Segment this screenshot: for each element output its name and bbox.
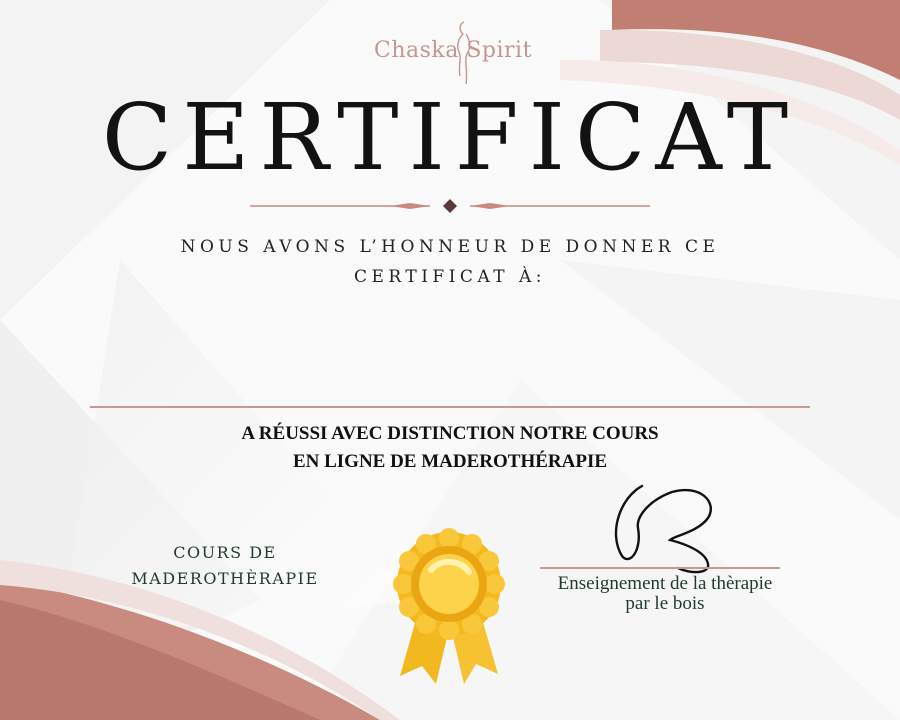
honneur-line-2: CERTIFICAT À:	[353, 267, 547, 287]
course-line-1: COURS DE	[173, 543, 277, 562]
signature-caption	[525, 574, 805, 614]
signature-icon	[600, 478, 730, 578]
achievement-statement	[150, 420, 750, 476]
signature-line	[540, 567, 780, 569]
teaching-line-1: Enseignement de la thèrapie	[557, 573, 773, 594]
course-label	[120, 540, 330, 592]
course-line-2: MADEROTHÈRAPIE	[131, 569, 319, 588]
divider-diamond-icon	[443, 199, 457, 213]
honneur-statement	[150, 232, 750, 292]
gold-rosette-medal-icon	[392, 528, 506, 688]
recipient-name-line	[90, 406, 810, 408]
logo-text: Chaska Spirit	[374, 38, 532, 63]
teaching-line-2: par le bois	[625, 593, 705, 614]
certificate-title: CERTIFICAT	[101, 84, 799, 191]
honneur-line-1: NOUS AVONS L’HONNEUR DE DONNER CE	[180, 237, 720, 257]
ornamental-divider	[250, 196, 650, 216]
achievement-line-2: EN LIGNE DE MADEROTHÉRAPIE	[292, 451, 608, 472]
achievement-line-1: A RÉUSSI AVEC DISTINCTION NOTRE COURS	[241, 423, 659, 444]
